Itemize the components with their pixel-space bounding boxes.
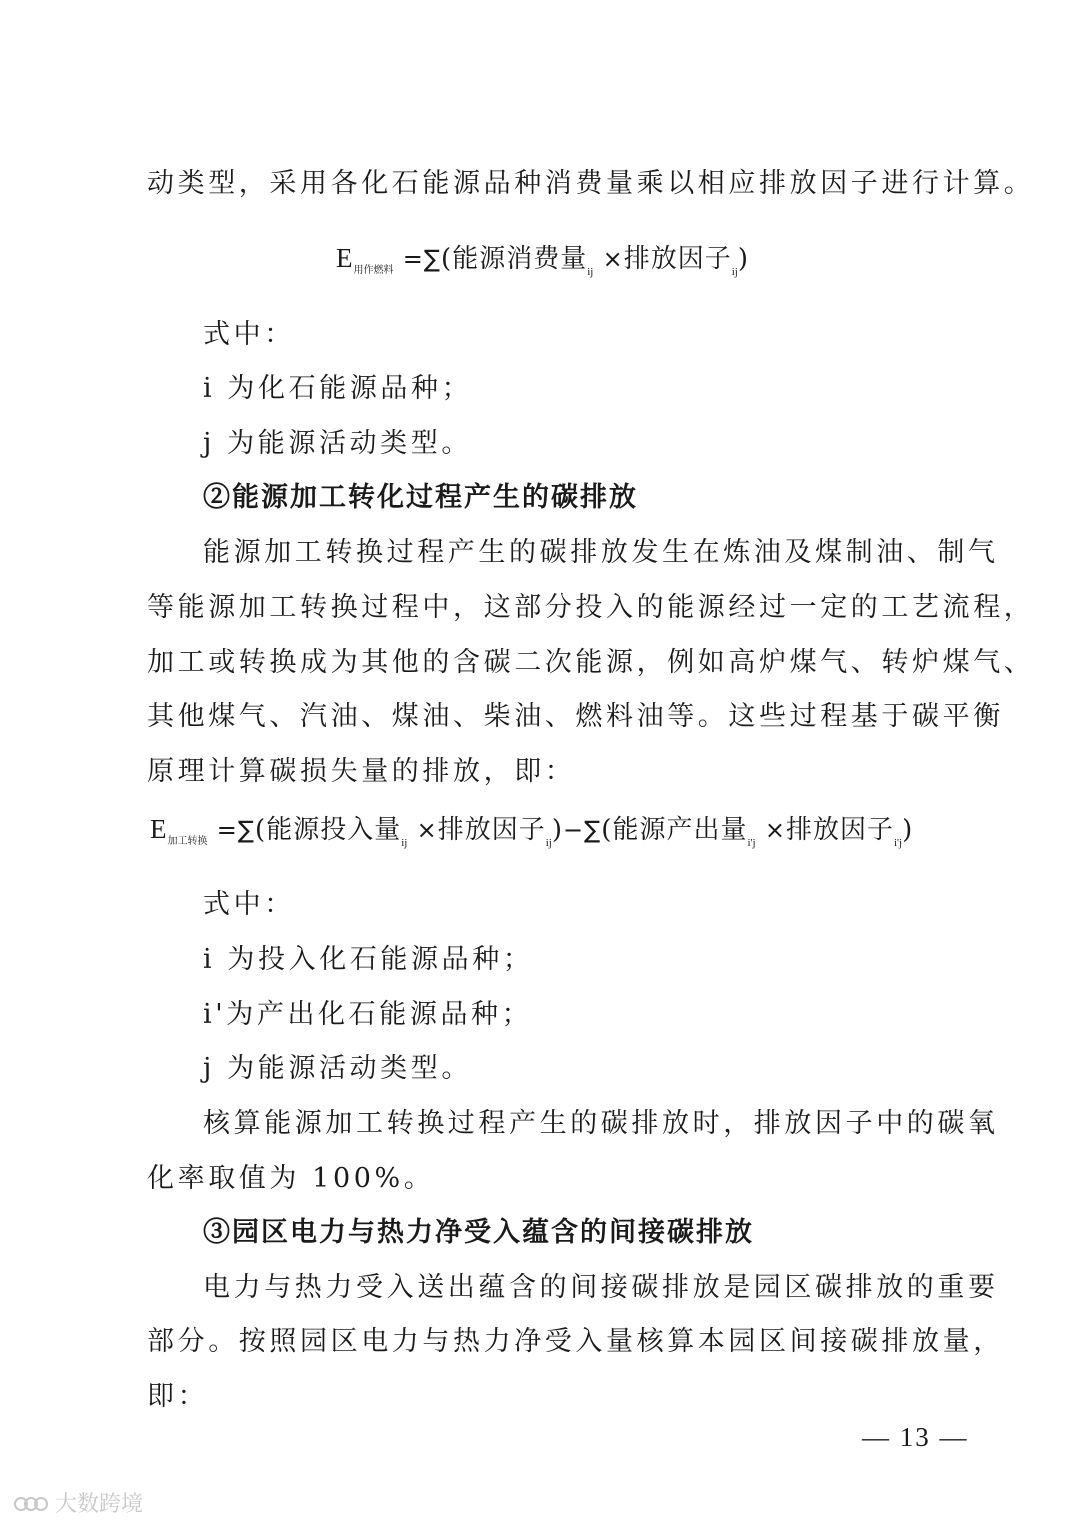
paragraph-line: 电力与热力受入送出蕴含的间接碳排放是园区碳排放的重要 [203, 1272, 999, 1303]
equals-sign: = [216, 816, 238, 844]
paragraph-line: 能源加工转换过程产生的碳排放发生在炼油及煤制油、制气 [203, 537, 999, 568]
close-paren: ) [737, 244, 750, 274]
paragraph-line: 部分。按照园区电力与热力净受入量核算本园区间接碳排放量， [147, 1326, 1004, 1357]
formula-term: 排放因子 [437, 815, 546, 845]
paragraph-line: 核算能源加工转换过程产生的碳排放时，排放因子中的碳氧 [203, 1108, 999, 1139]
formula-subscript: 加工转换 [167, 836, 208, 847]
sum-sign: ∑ [237, 816, 256, 844]
sum-sign: ∑ [423, 245, 442, 273]
formula-index: ij [401, 837, 408, 849]
paragraph-line: 动类型，采用各化石能源品种消费量乘以相应排放因子进行计算。 [147, 168, 1035, 199]
formula-index: i'j [893, 837, 903, 849]
formula-fuel-combustion [336, 238, 749, 292]
equals-sign: = [402, 245, 424, 273]
formula-term: 能源产出量 [612, 815, 748, 845]
where-label: 式中： [203, 319, 295, 350]
paragraph-line: 即： [147, 1381, 209, 1412]
paragraph-line: 原理计算碳损失量的排放，即： [147, 756, 576, 787]
definition-line: i'为产出化石能源品种； [203, 999, 533, 1030]
formula-term: 排放因子 [785, 815, 894, 845]
times-sign: × [764, 816, 786, 844]
paragraph-line: 其他煤气、汽油、煤油、柴油、燃料油等。这些过程基于碳平衡 [147, 701, 1004, 732]
formula-symbol: E [336, 243, 354, 273]
formula-term: 排放因子 [623, 244, 732, 274]
close-paren: ) [902, 815, 914, 845]
where-label: 式中： [203, 889, 295, 920]
formula-index: i'j [747, 837, 756, 849]
paragraph-line: 化率取值为 100%。 [147, 1163, 435, 1194]
definition-line: j 为能源活动类型。 [203, 1053, 472, 1084]
times-sign: × [416, 816, 438, 844]
open-paren: ( [441, 244, 453, 274]
definition-line: i 为投入化石能源品种； [203, 944, 534, 975]
formula-term: 能源消费量 [452, 244, 588, 274]
definition-line: i 为化石能源品种； [203, 373, 473, 404]
definition-line: j 为能源活动类型。 [203, 428, 472, 459]
formula-index: ij [545, 837, 552, 849]
formula-subscript: 用作燃料 [353, 265, 394, 276]
close-paren: ) [551, 815, 564, 845]
formula-symbol: E [150, 814, 168, 844]
section-heading: ②能源加工转化过程产生的碳排放 [203, 482, 638, 513]
times-sign: × [602, 245, 624, 273]
section-heading: ③园区电力与热力净受入蕴含的间接碳排放 [203, 1217, 754, 1248]
formula-term: 能源投入量 [266, 815, 402, 845]
paragraph-line: 加工或转换成为其他的含碳二次能源，例如高炉煤气、转炉煤气、 [147, 647, 1035, 678]
watermark-text: 大数跨境 [55, 1492, 144, 1517]
page-number: — 13 — [862, 1422, 969, 1452]
minus-sign: − [563, 816, 585, 844]
paragraph-line: 等能源加工转换过程中，这部分投入的能源经过一定的工艺流程， [147, 592, 1035, 623]
formula-index: ij [587, 266, 594, 278]
watermark [14, 1490, 143, 1520]
formula-index: ij [731, 266, 738, 278]
open-paren: ( [601, 815, 613, 845]
formula-energy-conversion [150, 809, 913, 863]
open-paren: ( [255, 815, 267, 845]
sum-sign: ∑ [584, 816, 602, 844]
watermark-logo-icon [14, 1494, 48, 1514]
